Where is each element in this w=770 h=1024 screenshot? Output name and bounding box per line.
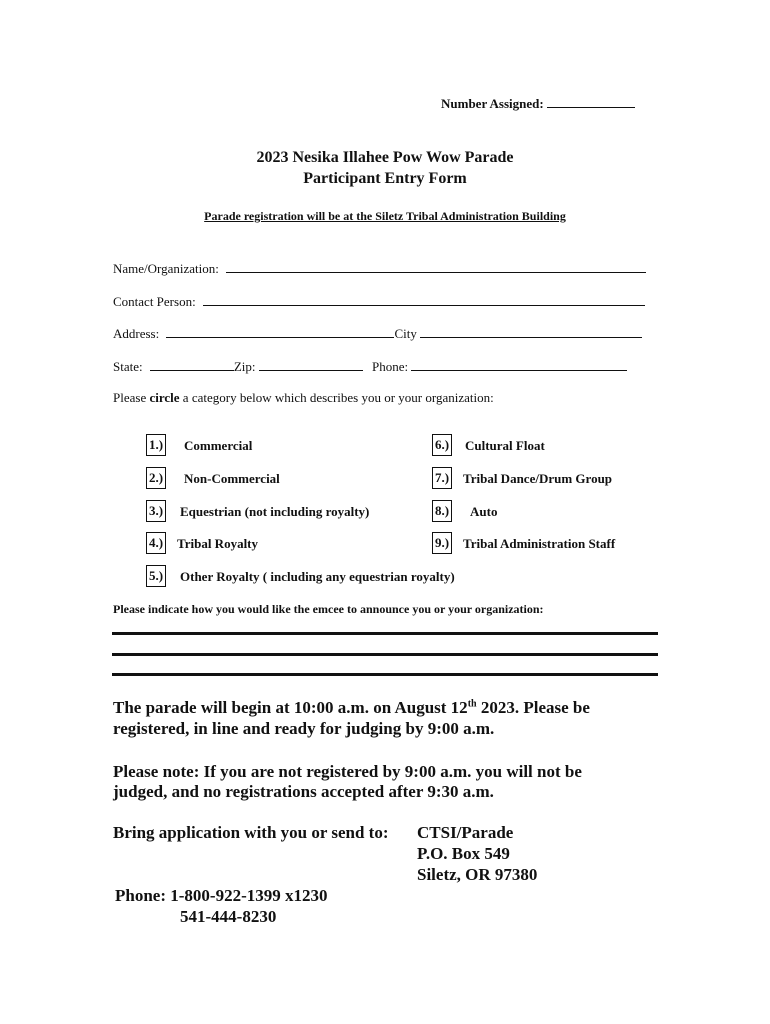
instructions-circle: circle (149, 390, 180, 405)
name-organization-blank[interactable] (226, 259, 646, 273)
zip-label: Zip: (233, 359, 256, 374)
state-blank[interactable] (150, 357, 234, 371)
phone-line-1: Phone: 1-800-922-1399 x1230 (115, 886, 328, 905)
registration-note: Parade registration will be at the Siletz Tribal Administration Building (204, 209, 566, 223)
announce-line-3[interactable] (112, 673, 658, 676)
address-row (113, 324, 642, 342)
number-assigned-blank[interactable] (547, 94, 635, 108)
form-title: 2023 Nesika Illahee Pow Wow Parade (256, 149, 514, 166)
parade-start-sup: th (467, 698, 477, 710)
state-label: State: (113, 359, 143, 374)
address-blank[interactable] (166, 324, 394, 338)
category-number-4[interactable]: 4.) (146, 532, 166, 554)
category-instructions (113, 390, 494, 406)
category-number-3[interactable]: 3.) (146, 500, 166, 522)
mailing-address-line-1: CTSI/Parade (417, 823, 514, 842)
category-number-1[interactable]: 1.) (146, 434, 166, 456)
announce-line-2[interactable] (112, 653, 658, 656)
instructions-rest: a category below which describes you or your organization: (179, 390, 494, 405)
category-number-7[interactable]: 7.) (432, 467, 452, 489)
number-assigned-field (441, 94, 635, 112)
category-label-non-commercial: Non-Commercial (184, 471, 280, 486)
bring-application-label: Bring application with you or send to: (113, 823, 389, 842)
name-organization-label: Name/Organization: (113, 261, 219, 276)
parade-start-text: The parade will begin at 10:00 a.m. on August 12 (113, 698, 468, 717)
zip-blank[interactable] (259, 357, 363, 371)
mailing-address-line-3: Siletz, OR 97380 (417, 865, 538, 884)
announce-prompt: Please indicate how you would like the emcee to announce you or your organization: (113, 602, 544, 616)
name-organization-row (113, 259, 646, 277)
registration-deadline-line-1: Please note: If you are not registered by 9:00 a.m. you will not be (113, 762, 582, 781)
state-zip-phone-row (113, 357, 627, 375)
announce-line-1[interactable] (112, 632, 658, 635)
contact-person-label: Contact Person: (113, 294, 196, 309)
registration-deadline-line-2: judged, and no registrations accepted after 9:30 a.m. (113, 782, 494, 801)
mailing-address-line-2: P.O. Box 549 (417, 844, 510, 863)
city-blank[interactable] (420, 324, 642, 338)
category-label-admin-staff: Tribal Administration Staff (463, 536, 616, 551)
number-assigned-label: Number Assigned: (441, 96, 544, 111)
city-label: City (394, 326, 417, 341)
address-label: Address: (113, 326, 160, 341)
contact-person-blank[interactable] (203, 292, 645, 306)
phone-blank[interactable] (411, 357, 627, 371)
category-label-equestrian: Equestrian (not including royalty) (180, 504, 370, 519)
parade-start-line-2: registered, in line and ready for judging by 9:00 a.m. (113, 719, 495, 738)
category-label-auto: Auto (470, 504, 498, 519)
parade-start-year: 2023. Please be (476, 698, 590, 717)
parade-start-line-1 (113, 698, 590, 718)
category-number-6[interactable]: 6.) (432, 434, 452, 456)
category-label-commercial: Commercial (184, 438, 253, 453)
category-label-cultural-float: Cultural Float (465, 438, 545, 453)
phone-line-2: 541-444-8230 (180, 907, 277, 926)
category-label-tribal-royalty: Tribal Royalty (177, 536, 259, 551)
phone-label: Phone: (372, 359, 409, 374)
form-subtitle: Participant Entry Form (303, 170, 467, 187)
category-number-9[interactable]: 9.) (432, 532, 452, 554)
category-number-5[interactable]: 5.) (146, 565, 166, 587)
category-number-2[interactable]: 2.) (146, 467, 166, 489)
category-label-other-royalty: Other Royalty ( including any equestrian royalty) (180, 569, 455, 584)
category-number-8[interactable]: 8.) (432, 500, 452, 522)
category-label-dance-drum: Tribal Dance/Drum Group (463, 471, 613, 486)
contact-person-row (113, 292, 645, 310)
instructions-please: Please (113, 390, 150, 405)
